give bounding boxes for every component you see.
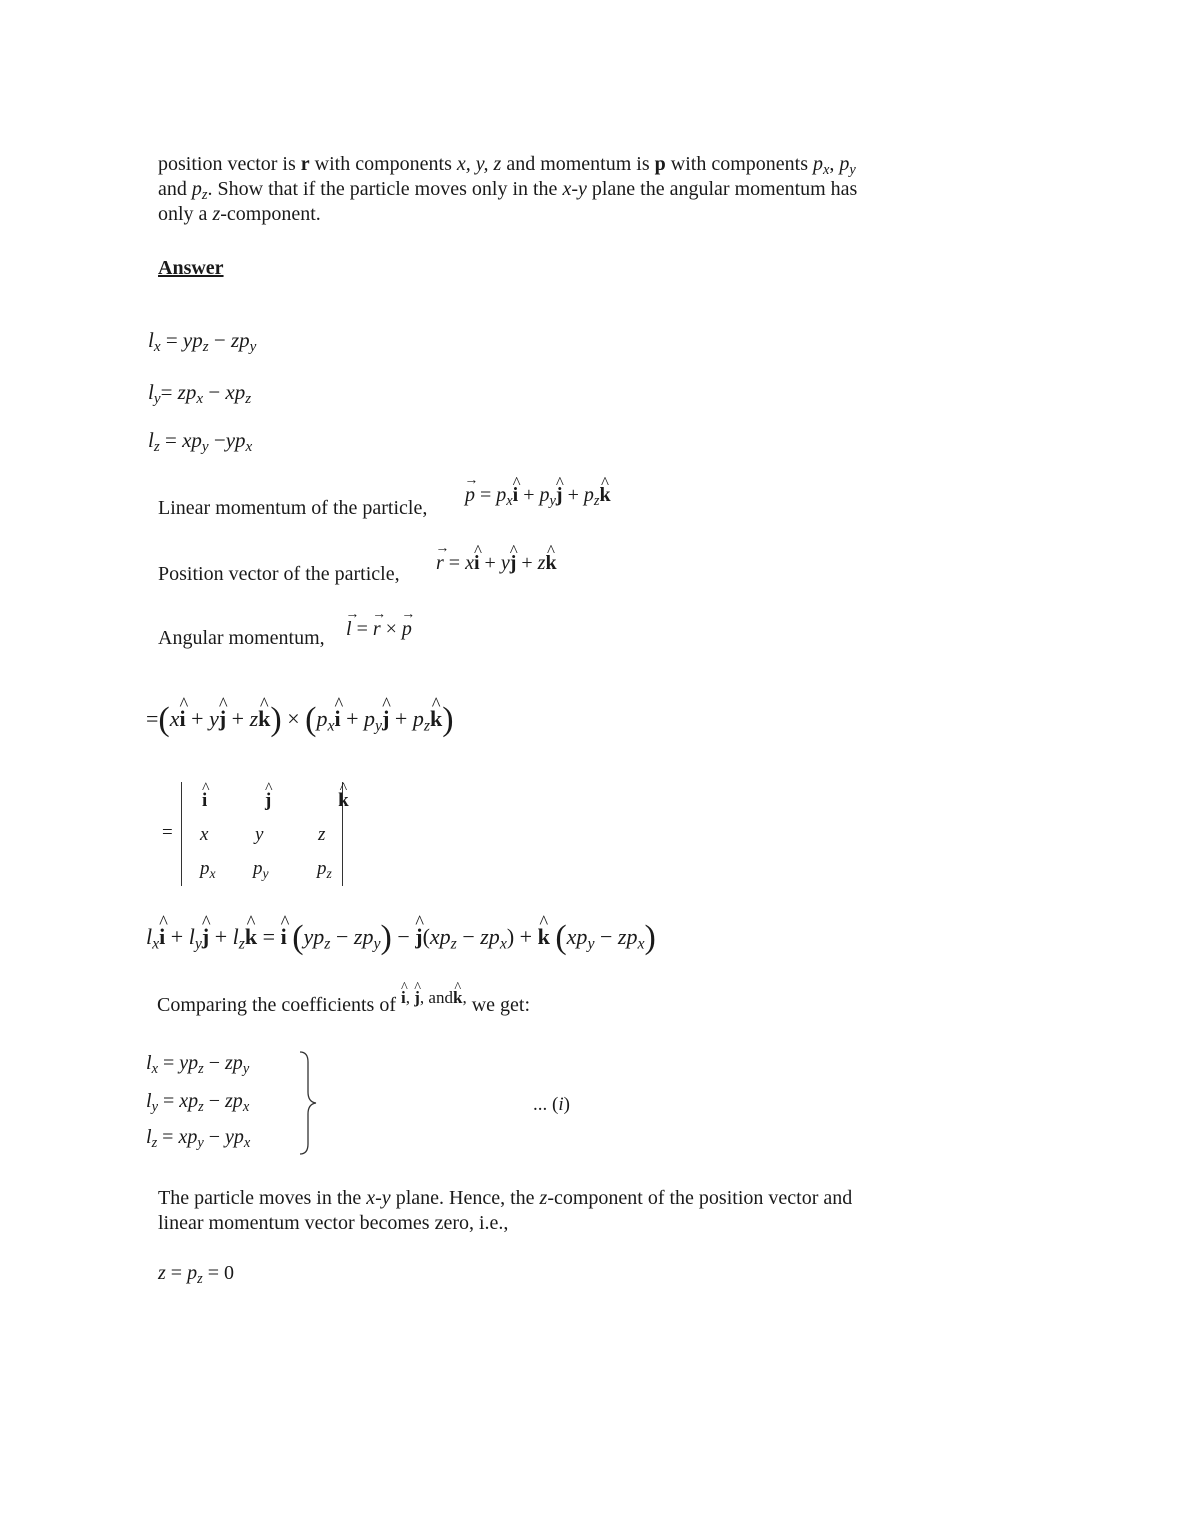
cross-product-equation: =(xi ^ + yj ^ + zk ^) × ($p_xi$ ^ + $p_yj$ ^ + $p_zk$ ^) bbox=[146, 706, 454, 732]
det-px: $p_x$ bbox=[200, 858, 216, 881]
final-equation: $z = p_z = 0$ bbox=[158, 1262, 234, 1288]
problem-statement bbox=[158, 152, 948, 227]
conclusion-line-2: linear momentum vector becomes zero, i.e., bbox=[158, 1212, 509, 1234]
det-pz: $p_z$ bbox=[317, 858, 332, 881]
position-vector-equation: r → = xi ^ + yj ^ + zk ^ bbox=[436, 552, 557, 575]
det-x: x bbox=[200, 824, 209, 845]
expansion-equation: $l_xi$ ^ + $l_yj$ ^ + $l_zk$ ^ = i ^ $(yp_z - zp_y) - j$ $\^{}(xp_z - zp_x) + k$ ^ $(xp_y - zp_x)$ bbox=[146, 924, 656, 950]
comparing-line: Comparing the coefficients of $^{i \^{}, j \^{}, andk \^{},}$ we get: bbox=[157, 993, 530, 1018]
determinant-equals: = bbox=[162, 822, 173, 843]
determinant bbox=[162, 780, 362, 890]
det-k: k ^ bbox=[338, 790, 349, 812]
position-vector-line: Position vector of the particle, bbox=[158, 563, 400, 585]
problem-line-1: position vector is r with components x, y, z and momentum is p with components $p_x$, $p_y$ bbox=[158, 153, 856, 179]
determinant-left-bar bbox=[181, 782, 182, 886]
component-lx: $l_x = yp_z - zp_y$ bbox=[148, 328, 257, 356]
det-y: y bbox=[255, 824, 264, 845]
system-row-lz: $l_z = xp_y - yp_x$ bbox=[146, 1126, 251, 1152]
problem-line-2: and $p_z$. Show that if the particle moves only in the x-y plane the angular momentum has bbox=[158, 178, 858, 204]
conclusion-line-1: The particle moves in the x-y plane. Hence, the z-component of the position vector and bbox=[158, 1187, 853, 1209]
comparing-vectors: i ^, j ^, andk ^, bbox=[401, 988, 467, 1007]
det-i: i ^ bbox=[202, 790, 207, 812]
problem-line-3: only a z-component. bbox=[158, 203, 321, 225]
det-z: z bbox=[318, 824, 326, 845]
angular-momentum-line: Angular momentum, bbox=[158, 627, 325, 649]
system-row-lx: $l_x = yp_z - zp_y$ bbox=[146, 1052, 250, 1078]
conclusion-paragraph bbox=[158, 1186, 948, 1236]
component-lz: $l_z = xp_y -yp_x$ bbox=[148, 428, 253, 456]
answer-heading: Answer bbox=[158, 257, 224, 279]
component-ly: $l_y= zp_x - xp_z$ bbox=[148, 380, 252, 408]
linear-momentum-equation: p → = $p_xi$ ^ + $p_yj$ ^ + $p_zk$ ^ bbox=[465, 484, 611, 507]
angular-momentum-equation: l → = r → × p → bbox=[346, 618, 412, 641]
equation-system bbox=[146, 1052, 326, 1156]
det-py: $p_y$ bbox=[253, 858, 269, 881]
system-row-ly: $l_y = xp_z - zp_x$ bbox=[146, 1090, 250, 1116]
system-right-brace bbox=[298, 1050, 320, 1156]
equation-label: ... (i) bbox=[533, 1094, 570, 1115]
linear-momentum-line: Linear momentum of the particle, bbox=[158, 497, 428, 519]
det-j: j ^ bbox=[265, 790, 271, 812]
